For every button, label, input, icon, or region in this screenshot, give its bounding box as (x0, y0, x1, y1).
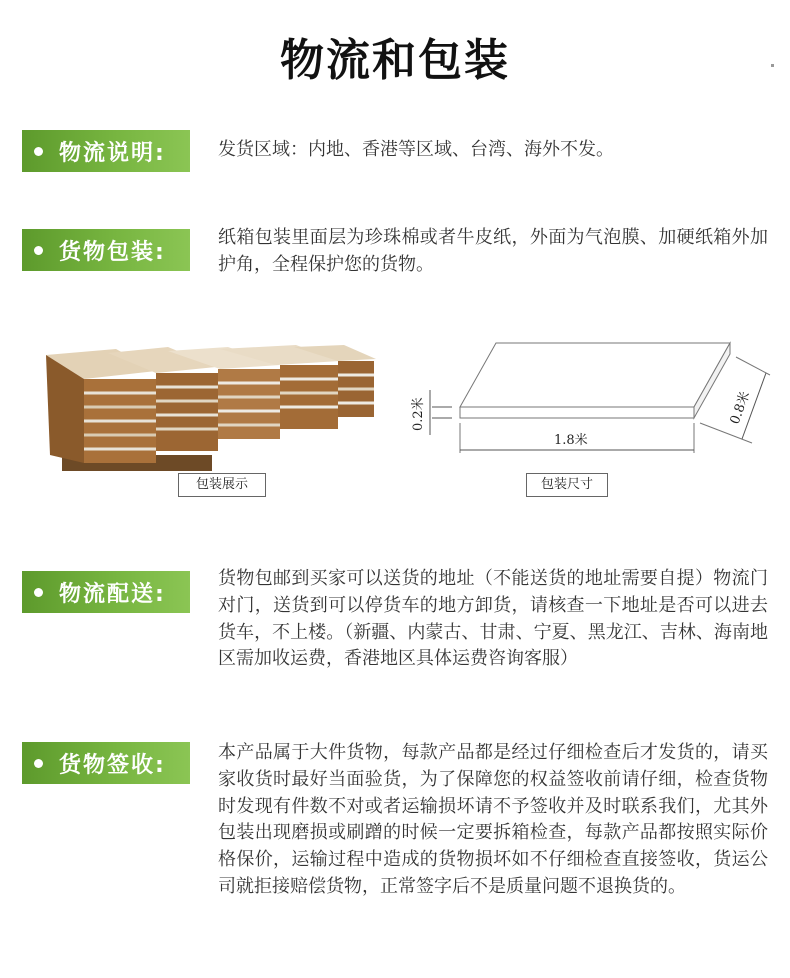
section-text-receipt: 本产品属于大件货物，每款产品都是经过仔细检查后才发货的，请买家收货时最好当面验货，为了保障您的权益签收前请仔细，检查货物时发现有件数不对或者运输损坏请不予签收并及时联系我们，尤其外包装出现磨损或刷蹭的时候一定要拆箱检查，每款产品都按照实际价格保价，运输过程中造成的货物损坏如不仔细检查直接签收，货运公司就拒接赔偿货物，正常签字后不是质量问题不退换货的。 (218, 742, 768, 897)
section-text-delivery: 货物包邮到买家可以送货的地址（不能送货的地址需要自提）物流门对门，送货到可以停货车的地方卸货，请核查一下地址是否可以进去货车，不上楼。（新疆、内蒙古、甘肃、宁夏、黑龙江、吉林、海南地区需加收运费，香港地区具体运费咨询客服） (218, 568, 768, 670)
package-size-diagram (404, 335, 784, 465)
section-tag-delivery (22, 571, 190, 613)
section-tag-packaging (22, 229, 190, 271)
section-label: 物流配送: (59, 581, 166, 607)
section-text-logistics: 发货区域：内地、香港等区域、台湾、海外不发。 (218, 139, 614, 160)
section-label: 物流说明: (59, 140, 166, 166)
packaging-photo (44, 345, 378, 475)
section-tag-logistics (22, 130, 190, 172)
bullet-dot-icon (34, 588, 43, 597)
corner-mark (771, 64, 774, 67)
bullet-dot-icon (34, 147, 43, 156)
dim-width-label: 0.8米 (727, 389, 754, 427)
section-text-packaging: 纸箱包装里面层为珍珠棉或者牛皮纸，外面为气泡膜、加硬纸箱外加护角，全程保护您的货物。 (218, 227, 768, 275)
caption-package-size: 包装尺寸 (526, 473, 608, 497)
page-title: 物流和包装 (280, 35, 510, 86)
section-label: 货物签收: (59, 752, 166, 778)
section-label: 货物包装: (59, 239, 166, 265)
dim-height-label: 0.2米 (411, 397, 426, 431)
section-text-receipt-wrapper (0, 740, 790, 918)
caption-packaging-photo: 包装展示 (178, 473, 266, 497)
bullet-dot-icon (34, 246, 43, 255)
dim-length-label: 1.8米 (554, 433, 588, 448)
